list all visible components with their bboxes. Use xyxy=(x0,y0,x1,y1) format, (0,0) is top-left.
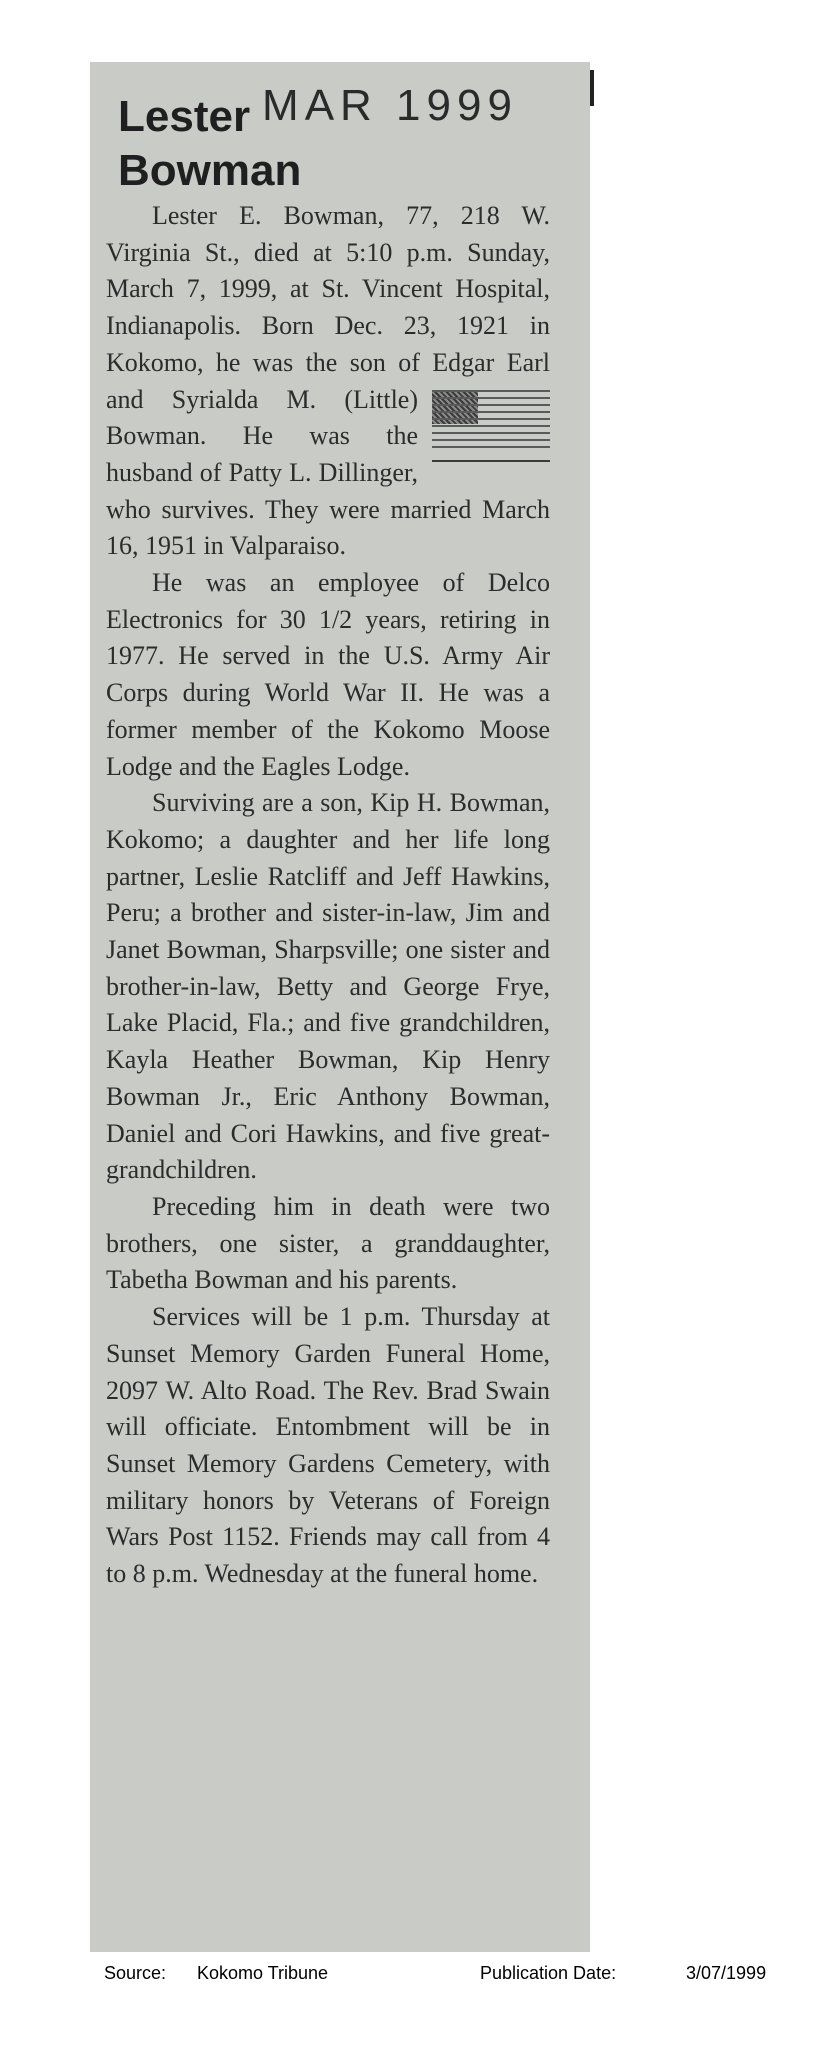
obituary-headline xyxy=(118,90,301,198)
source-value: Kokomo Tribune xyxy=(197,1963,329,1983)
obituary-body xyxy=(106,198,550,1593)
headline-last-name: Bowman xyxy=(118,146,302,195)
obituary-paragraph-4: Preceding him in death were two brothers, one sister, a granddaughter, Tabetha Bowman and his parents. xyxy=(106,1191,550,1295)
citation-footer xyxy=(0,1963,840,1987)
paragraph-1-part-a: Lester E. Bowman, 77, 218 W. Virginia St., died at 5:10 p.m. Sunday, March 7, 1999, at St. Vincent Hospital, Indianapolis. Born Dec. 23, 1921 in Kokomo, he was the son of Edgar Earl and xyxy=(106,201,550,414)
newspaper-clipping xyxy=(90,62,590,1952)
publication-date-value: 3/07/1999 xyxy=(686,1963,767,1983)
publication-date-label: Publication Date: xyxy=(480,1963,617,1983)
obituary-paragraph-3: Surviving are a son, Kip H. Bowman, Kokomo; a daughter and her life long partner, Leslie Ratcliff and Jeff Hawkins, Peru; a brother and sister-in-law, Jim and Janet Bowman, Sharpsville; one sister and brother-in-law, Betty and George Frye, Lake Placid, Fla.; and five grandchildren, Kayla Heather Bowman, Kip Henry Bowman Jr., Eric Anthony Bowman, Daniel and Cori Hawkins, and five great-grandchildren. xyxy=(106,788,550,1185)
obituary-paragraph-5: Services will be 1 p.m. Thursday at Sunset Memory Garden Funeral Home, 2097 W. Alto Road. The Rev. Brad Swain will officiate. Entombment will be in Sunset Memory Gardens Cemetery, with military honors by Veterans of Foreign Wars Post 1152. Friends may call from 4 to 8 p.m. Wednesday at the funeral home. xyxy=(106,1302,550,1589)
headline-first-name: Lester xyxy=(118,92,251,141)
obituary-paragraph-1 xyxy=(106,198,550,565)
us-flag-icon xyxy=(432,390,550,468)
masthead-date-fragment: MAR 1999 xyxy=(262,81,518,130)
paragraph-1-part-b: Syrialda M. (Little) Bowman. He was the husband of Patty L. Dillinger, who survives. They were married March 16, 1951 in Valparaiso. xyxy=(106,384,550,561)
scan-edge-mark xyxy=(590,70,594,106)
source-label: Source: xyxy=(104,1963,167,1983)
obituary-paragraph-2: He was an employee of Delco Electronics for 30 1/2 years, retiring in 1977. He served in the U.S. Army Air Corps during World War II. He was a former member of the Kokomo Moose Lodge and the Eagles Lodge. xyxy=(106,568,550,781)
